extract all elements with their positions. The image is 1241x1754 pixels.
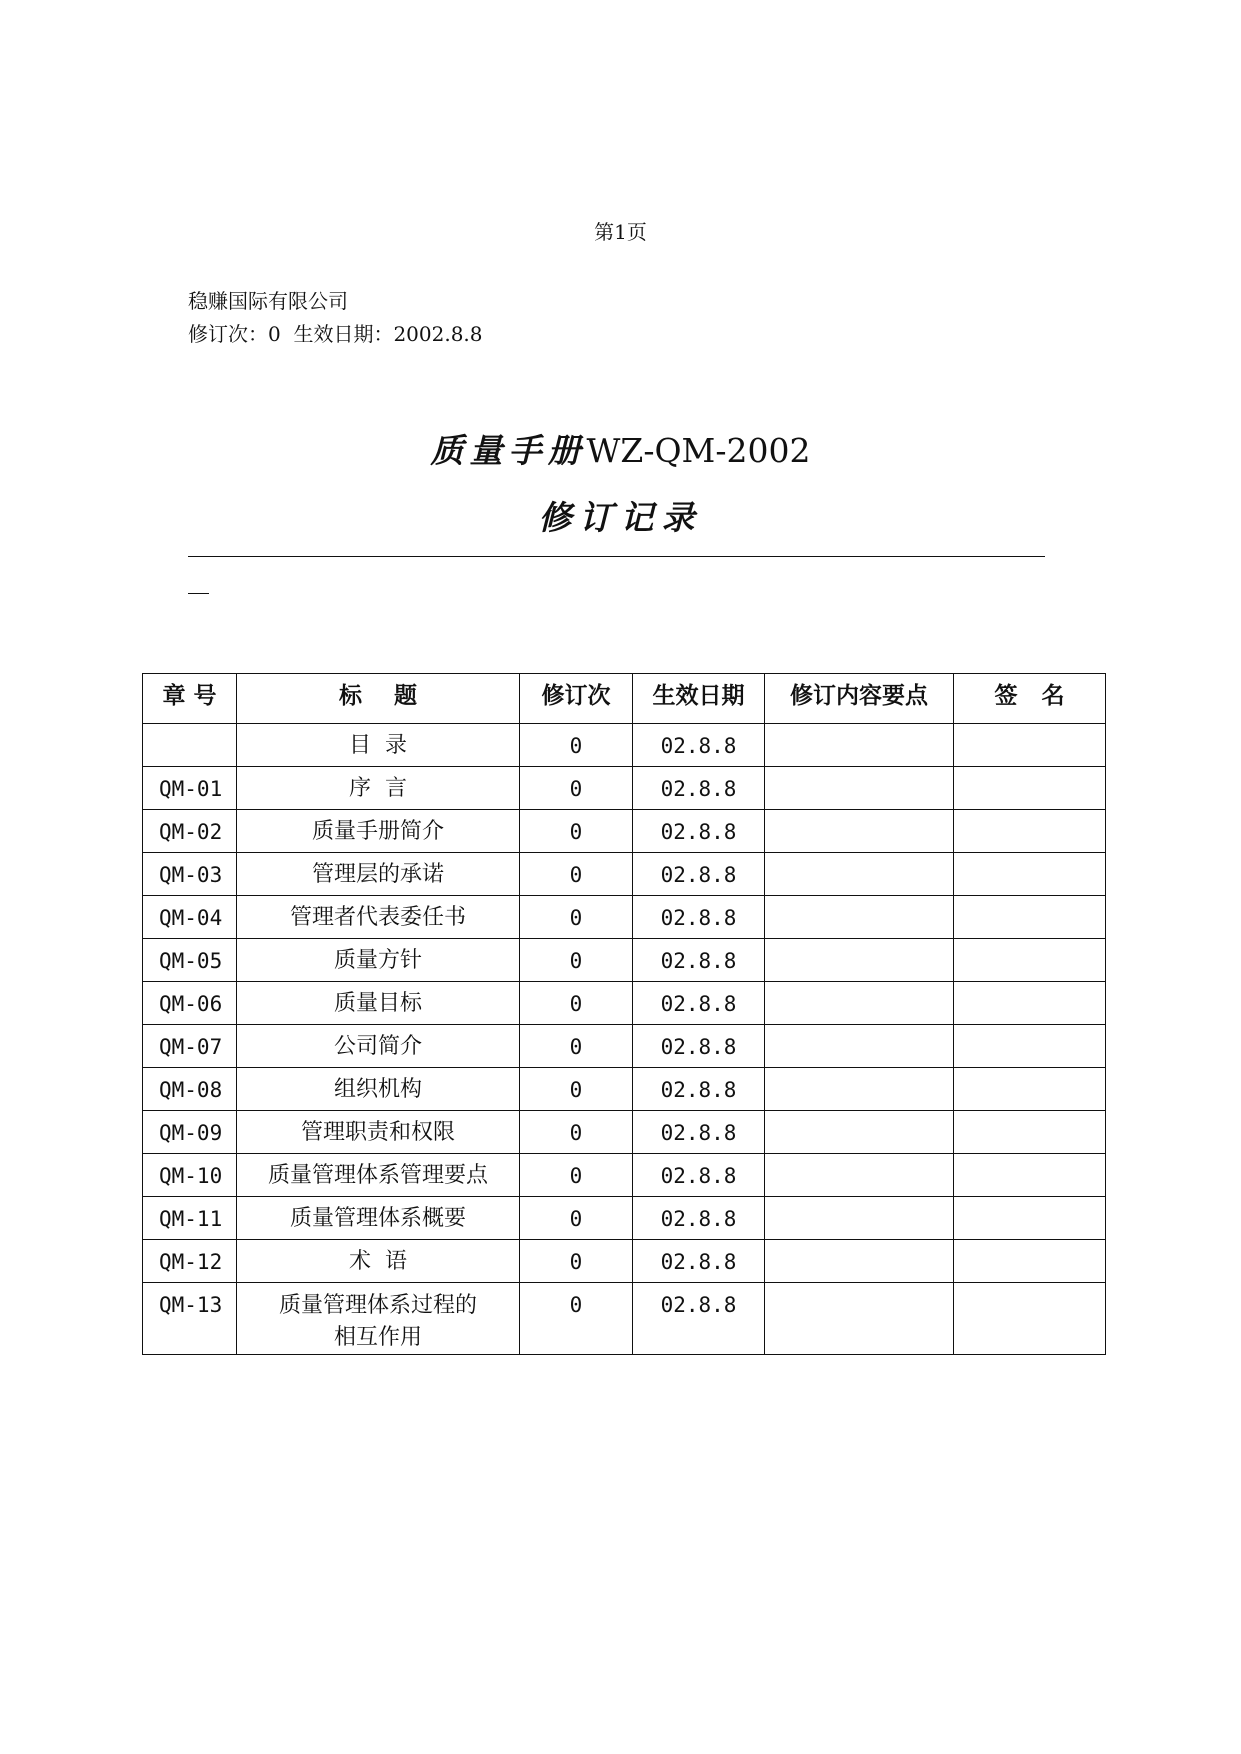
cell-changes	[765, 1025, 954, 1068]
cell-title: 目 录	[237, 724, 520, 767]
cell-date: 02.8.8	[633, 724, 765, 767]
table-row	[143, 1283, 1106, 1355]
cell-chapter: QM-04	[143, 896, 237, 939]
cell-date: 02.8.8	[633, 1240, 765, 1283]
table-row	[143, 1068, 1106, 1111]
cell-revision: 0	[520, 767, 633, 810]
cell-changes	[765, 810, 954, 853]
table-header-row	[143, 674, 1106, 724]
cell-changes	[765, 982, 954, 1025]
cell-changes	[765, 939, 954, 982]
cell-chapter	[143, 724, 237, 767]
table-row	[143, 724, 1106, 767]
cell-changes	[765, 767, 954, 810]
cell-title: 质量管理体系概要	[237, 1197, 520, 1240]
cell-signature	[954, 982, 1106, 1025]
cell-chapter: QM-10	[143, 1154, 237, 1197]
document-subtitle: 修订记录	[538, 498, 703, 537]
cell-title: 质量目标	[237, 982, 520, 1025]
cell-changes	[765, 896, 954, 939]
cell-signature	[954, 896, 1106, 939]
cell-signature	[954, 1240, 1106, 1283]
revision-info: 修订次：0 生效日期：2002.8.8	[188, 322, 483, 346]
cell-chapter: QM-05	[143, 939, 237, 982]
cell-signature	[954, 853, 1106, 896]
cell-title: 质量手册简介	[237, 810, 520, 853]
header-effective-date: 生效日期	[633, 674, 765, 724]
cell-changes	[765, 724, 954, 767]
table-row	[143, 1025, 1106, 1068]
cell-chapter: QM-01	[143, 767, 237, 810]
page-number: 第1页	[594, 220, 647, 244]
cell-title: 质量管理体系管理要点	[237, 1154, 520, 1197]
cell-chapter: QM-08	[143, 1068, 237, 1111]
cell-date: 02.8.8	[633, 896, 765, 939]
cell-signature	[954, 1197, 1106, 1240]
cell-changes	[765, 853, 954, 896]
cell-date: 02.8.8	[633, 1283, 765, 1355]
cell-title: 公司简介	[237, 1025, 520, 1068]
cell-revision: 0	[520, 939, 633, 982]
cell-title-line-2: 相互作用	[333, 1325, 422, 1350]
cell-revision: 0	[520, 1111, 633, 1154]
cell-revision: 0	[520, 896, 633, 939]
cell-signature	[954, 1111, 1106, 1154]
cell-title-text	[279, 1290, 477, 1354]
cell-date: 02.8.8	[633, 939, 765, 982]
cell-chapter: QM-13	[143, 1283, 237, 1355]
header-revision: 修订次	[520, 674, 633, 724]
cell-changes	[765, 1111, 954, 1154]
cell-revision: 0	[520, 1283, 633, 1355]
document-code: WZ-QM-2002	[586, 431, 811, 470]
cell-date: 02.8.8	[633, 1197, 765, 1240]
cell-changes	[765, 1240, 954, 1283]
cell-chapter: QM-06	[143, 982, 237, 1025]
cell-signature	[954, 1154, 1106, 1197]
table-row	[143, 1197, 1106, 1240]
table-row	[143, 1154, 1106, 1197]
cell-signature	[954, 1068, 1106, 1111]
document-title	[0, 425, 1241, 472]
cell-date: 02.8.8	[633, 1025, 765, 1068]
header-chapter: 章 号	[143, 674, 237, 724]
cell-revision: 0	[520, 1025, 633, 1068]
cell-title	[237, 1283, 520, 1355]
cell-revision: 0	[520, 724, 633, 767]
table-row	[143, 767, 1106, 810]
header-changes: 修订内容要点	[765, 674, 954, 724]
cell-signature	[954, 939, 1106, 982]
table-row	[143, 853, 1106, 896]
cell-chapter: QM-03	[143, 853, 237, 896]
cell-chapter: QM-11	[143, 1197, 237, 1240]
cell-signature	[954, 724, 1106, 767]
cell-revision: 0	[520, 853, 633, 896]
cell-changes	[765, 1283, 954, 1355]
cell-title: 管理者代表委任书	[237, 896, 520, 939]
revision-record-table	[142, 673, 1106, 1355]
cell-signature	[954, 1025, 1106, 1068]
cell-title: 组织机构	[237, 1068, 520, 1111]
cell-revision: 0	[520, 1068, 633, 1111]
cell-chapter: QM-12	[143, 1240, 237, 1283]
header-title: 标 题	[237, 674, 520, 724]
header-signature: 签 名	[954, 674, 1106, 724]
title-underline-tail	[188, 593, 209, 594]
company-name: 稳赚国际有限公司	[188, 289, 348, 313]
cell-revision: 0	[520, 1197, 633, 1240]
cell-signature	[954, 810, 1106, 853]
cell-date: 02.8.8	[633, 853, 765, 896]
cell-chapter: QM-02	[143, 810, 237, 853]
cell-date: 02.8.8	[633, 1068, 765, 1111]
document-title-cjk: 质量手册	[430, 431, 587, 470]
cell-signature	[954, 1283, 1106, 1355]
cell-title: 序 言	[237, 767, 520, 810]
table-row	[143, 1240, 1106, 1283]
cell-title: 管理层的承诺	[237, 853, 520, 896]
cell-revision: 0	[520, 810, 633, 853]
cell-revision: 0	[520, 1154, 633, 1197]
title-underline	[188, 556, 1045, 557]
cell-title: 术 语	[237, 1240, 520, 1283]
cell-title-line-1: 质量管理体系过程的	[278, 1293, 477, 1318]
table-row	[143, 982, 1106, 1025]
cell-date: 02.8.8	[633, 767, 765, 810]
table-row	[143, 896, 1106, 939]
cell-revision: 0	[520, 982, 633, 1025]
cell-changes	[765, 1068, 954, 1111]
cell-title: 质量方针	[237, 939, 520, 982]
cell-chapter: QM-07	[143, 1025, 237, 1068]
cell-signature	[954, 767, 1106, 810]
cell-date: 02.8.8	[633, 810, 765, 853]
cell-title: 管理职责和权限	[237, 1111, 520, 1154]
cell-chapter: QM-09	[143, 1111, 237, 1154]
table-row	[143, 810, 1106, 853]
cell-date: 02.8.8	[633, 1154, 765, 1197]
table-row	[143, 1111, 1106, 1154]
table-row	[143, 939, 1106, 982]
cell-changes	[765, 1197, 954, 1240]
cell-date: 02.8.8	[633, 982, 765, 1025]
cell-revision: 0	[520, 1240, 633, 1283]
cell-changes	[765, 1154, 954, 1197]
cell-date: 02.8.8	[633, 1111, 765, 1154]
